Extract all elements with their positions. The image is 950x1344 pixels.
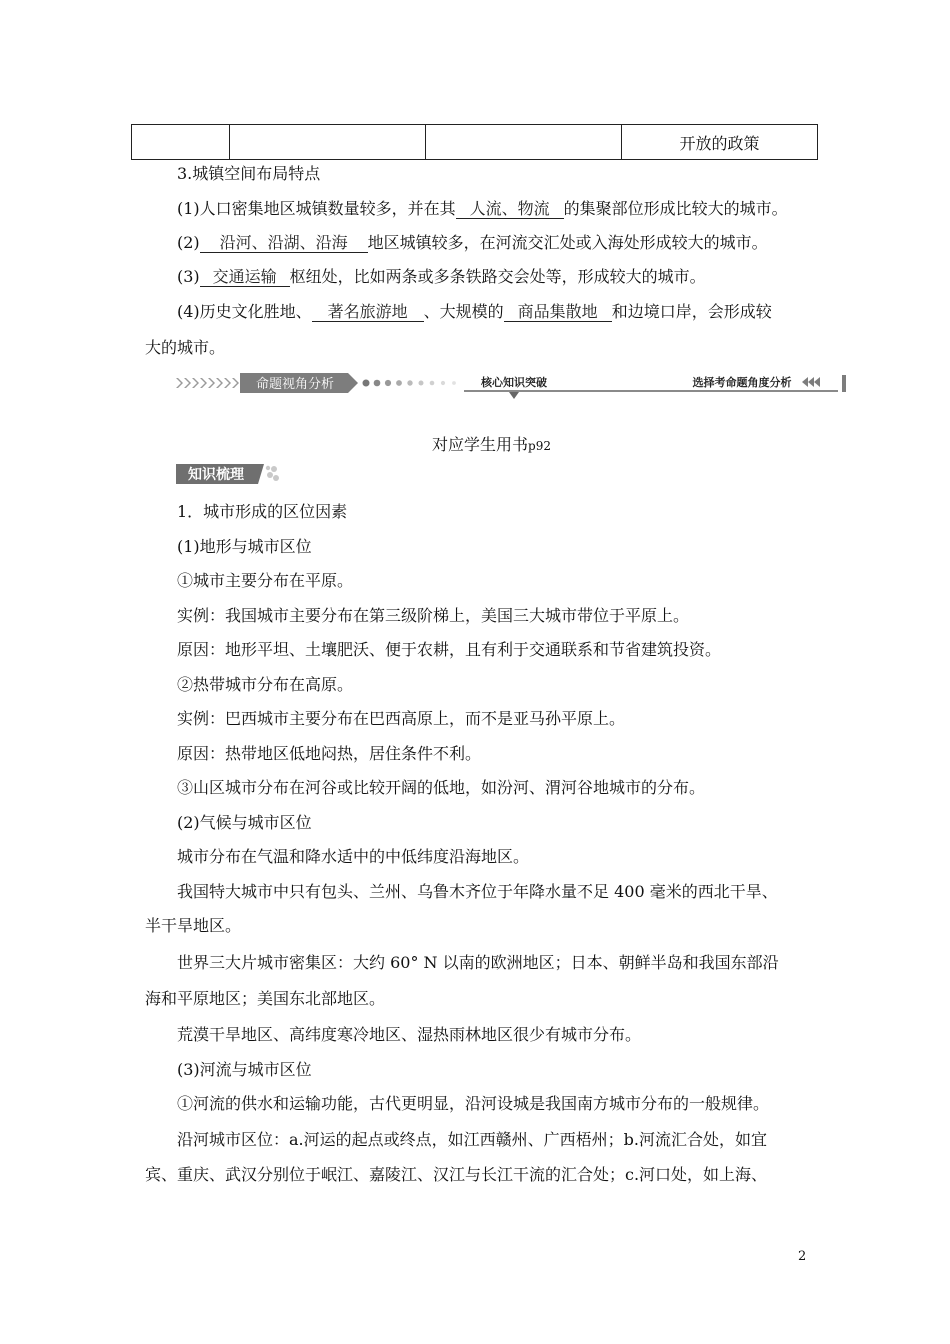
body-line: 世界三大片城市密集区：大约 60° N 以南的欧洲地区；日本、朝鲜半岛和我国东部沿	[177, 953, 779, 972]
banner-tab-label: 命题视角分析	[255, 377, 335, 392]
answer-blank: 沿河、沿湖、沿海	[200, 234, 368, 253]
pointer-icon	[509, 392, 519, 399]
paragraph-2: (2) 沿河、沿湖、沿海 地区城镇较多，在河流交汇处或入海处形成较大的城市。	[177, 233, 768, 252]
policy-table	[131, 124, 818, 160]
table-cell: 开放的政策	[622, 125, 818, 160]
body-line: ①城市主要分布在平原。	[177, 571, 354, 590]
flower-icon	[266, 466, 279, 481]
body-line: 宾、重庆、武汉分别位于岷江、嘉陵江、汉江与长江干流的汇合处；c.河口处，如上海、	[145, 1165, 768, 1184]
body-line: 原因：热带地区低地闷热，居住条件不利。	[177, 744, 482, 763]
left-arrows-icon	[802, 377, 820, 387]
paragraph-4: (4)历史文化胜地、 著名旅游地 、大规模的 商品集散地 和边境口岸，会形成较	[177, 302, 772, 321]
body-line: (2)气候与城市区位	[177, 813, 312, 832]
body-line: 半干旱地区。	[145, 916, 242, 935]
body-line: 1．城市形成的区位因素	[177, 502, 348, 521]
body-line: (1)地形与城市区位	[177, 537, 312, 556]
answer-blank: 商品集散地	[504, 303, 612, 322]
dots-icon	[363, 380, 456, 387]
section3-heading: 3.城镇空间布局特点	[177, 164, 321, 183]
body-line: ①河流的供水和运输功能，古代更明显，沿河设城是我国南方城市分布的一般规律。	[177, 1094, 770, 1113]
body-line: 海和平原地区；美国东北部地区。	[145, 989, 386, 1008]
answer-blank: 人流、物流	[456, 200, 564, 219]
body-line: 我国特大城市中只有包头、兰州、乌鲁木齐位于年降水量不足 400 毫米的西北干旱、	[177, 882, 778, 901]
banner-end-cap	[842, 375, 846, 392]
body-line: ③山区城市分布在河谷或比较开阔的低地，如汾河、渭河谷地城市的分布。	[177, 778, 706, 797]
paragraph-3: (3) 交通运输 枢纽处，比如两条或多条铁路交会处等，形成较大的城市。	[177, 267, 706, 286]
table-cell	[132, 125, 230, 160]
paragraph-4-cont: 大的城市。	[145, 338, 226, 357]
banner-right-label: 选择考命题角度分析	[692, 376, 792, 389]
textbook-reference: 对应学生用书p92	[432, 435, 551, 454]
banner-center-label: 核心知识突破	[481, 376, 547, 389]
section-header-badge	[176, 463, 280, 485]
page-number: 2	[798, 1249, 807, 1264]
table-row	[132, 125, 818, 160]
answer-blank: 交通运输	[200, 268, 290, 287]
body-line: ②热带城市分布在高原。	[177, 675, 354, 694]
paragraph-1: (1)人口密集地区城镇数量较多，并在其 人流、物流 的集聚部位形成比较大的城市。	[177, 199, 788, 218]
table-cell	[426, 125, 622, 160]
arrow-chevrons-icon	[176, 378, 239, 388]
table-cell	[230, 125, 426, 160]
body-line: 原因：地形平坦、土壤肥沃、便于农耕，且有利于交通联系和节省建筑投资。	[177, 640, 722, 659]
section-header-label: 知识梳理	[188, 467, 244, 483]
body-line: 沿河城市区位：a.河运的起点或终点，如江西赣州、广西梧州；b.河流汇合处，如宜	[177, 1130, 767, 1149]
body-line: 城市分布在气温和降水适中的中低纬度沿海地区。	[177, 847, 530, 866]
section-banner	[174, 372, 848, 400]
body-line: 实例：我国城市主要分布在第三级阶梯上，美国三大城市带位于平原上。	[177, 606, 690, 625]
answer-blank: 著名旅游地	[312, 303, 424, 322]
body-line: (3)河流与城市区位	[177, 1060, 312, 1079]
body-line: 实例：巴西城市主要分布在巴西高原上，而不是亚马孙平原上。	[177, 709, 626, 728]
body-line: 荒漠干旱地区、高纬度寒冷地区、湿热雨林地区很少有城市分布。	[177, 1025, 642, 1044]
